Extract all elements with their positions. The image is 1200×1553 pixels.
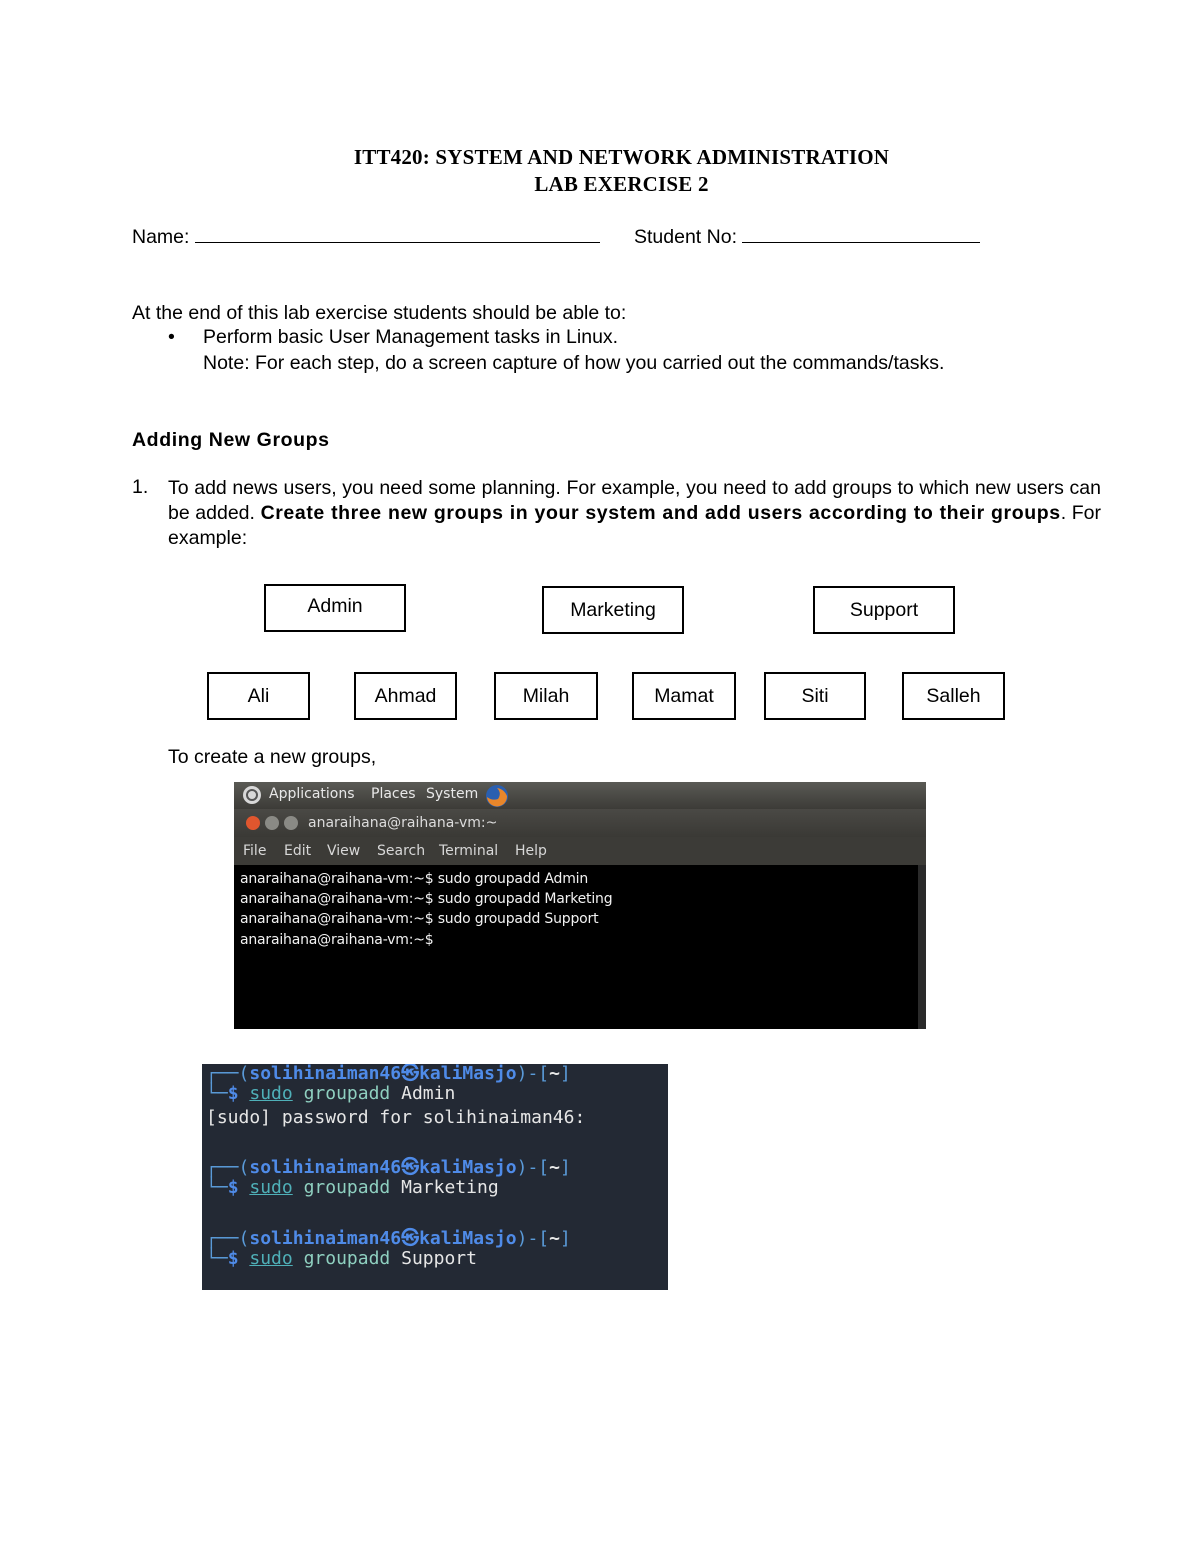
ubuntu-terminal-screenshot xyxy=(234,782,926,1029)
ubuntu-terminal-output[interactable] xyxy=(234,865,918,1029)
panel-places[interactable]: Places xyxy=(371,786,416,802)
objective-bullet: Perform basic User Management tasks in Linux. xyxy=(203,326,619,348)
step-text-bold: Create three new groups in your system and add users according to their groups xyxy=(260,502,1061,524)
kali-groupadd: groupadd xyxy=(303,1248,391,1269)
student-no-label: Student No: xyxy=(634,226,737,248)
kali-host: kaliMasjo xyxy=(419,1157,517,1178)
menu-terminal[interactable]: Terminal xyxy=(439,843,499,859)
kali-command-line: └─$ sudo groupadd Marketing xyxy=(206,1177,499,1198)
kali-group-arg: Admin xyxy=(401,1083,456,1104)
step-paragraph xyxy=(168,476,1101,551)
firefox-icon[interactable] xyxy=(484,783,510,809)
kali-dir: ~ xyxy=(549,1064,560,1084)
name-field xyxy=(132,226,600,249)
kali-dir: ~ xyxy=(549,1228,560,1249)
kali-user: solihinaiman46 xyxy=(249,1064,402,1084)
terminal-line: anaraihana@raihana-vm:~$ xyxy=(240,932,434,948)
ubuntu-window-titlebar xyxy=(234,809,926,837)
kali-user: solihinaiman46 xyxy=(249,1228,402,1249)
terminal-scrollbar[interactable] xyxy=(918,865,926,1029)
ubuntu-menubar xyxy=(234,837,926,865)
kali-user: solihinaiman46 xyxy=(249,1157,402,1178)
name-label: Name: xyxy=(132,226,190,248)
create-groups-text: To create a new groups, xyxy=(168,746,377,768)
panel-system[interactable]: System xyxy=(426,786,479,802)
kali-group-arg: Marketing xyxy=(401,1177,499,1198)
kali-prompt-header: ┌──(solihinaiman46㉿kaliMasjo)-[~] xyxy=(206,1064,571,1084)
user-box-ali: Ali xyxy=(207,672,310,720)
step-number: 1. xyxy=(132,476,149,498)
kali-host: kaliMasjo xyxy=(419,1064,517,1084)
group-box-admin: Admin xyxy=(264,584,406,632)
kali-password-prompt: [sudo] password for solihinaiman46: xyxy=(206,1107,586,1128)
step-text-2: . For example: xyxy=(168,502,1101,549)
section-heading: Adding New Groups xyxy=(132,429,330,451)
terminal-line: anaraihana@raihana-vm:~$ sudo groupadd Support xyxy=(240,911,599,927)
lab-title: LAB EXERCISE 2 xyxy=(534,172,709,196)
menu-view[interactable]: View xyxy=(327,843,361,859)
group-box-marketing: Marketing xyxy=(542,586,684,634)
kali-sudo: sudo xyxy=(249,1248,293,1269)
ubuntu-top-panel xyxy=(234,782,926,809)
user-box-ahmad: Ahmad xyxy=(354,672,457,720)
kali-prompt-header: ┌──(solihinaiman46㉿kaliMasjo)-[~] xyxy=(206,1228,571,1249)
kali-sudo: sudo xyxy=(249,1083,293,1104)
maximize-icon[interactable] xyxy=(284,816,298,830)
kali-host: kaliMasjo xyxy=(419,1228,517,1249)
kali-dir: ~ xyxy=(549,1157,560,1178)
menu-edit[interactable]: Edit xyxy=(284,843,312,859)
bullet-icon: • xyxy=(168,326,175,348)
window-title: anaraihana@raihana-vm:~ xyxy=(308,815,498,831)
menu-search[interactable]: Search xyxy=(377,843,426,859)
menu-help[interactable]: Help xyxy=(515,843,547,859)
objective-note: Note: For each step, do a screen capture of how you carried out the commands/tasks. xyxy=(203,352,945,374)
student-no-field xyxy=(634,226,980,249)
kali-terminal-screenshot xyxy=(202,1064,668,1290)
user-box-salleh: Salleh xyxy=(902,672,1005,720)
minimize-icon[interactable] xyxy=(265,816,279,830)
menu-file[interactable]: File xyxy=(243,843,267,859)
user-box-mamat: Mamat xyxy=(632,672,736,720)
panel-applications[interactable]: Applications xyxy=(269,786,355,802)
group-box-support: Support xyxy=(813,586,955,634)
kali-sudo: sudo xyxy=(249,1177,293,1198)
user-box-siti: Siti xyxy=(764,672,866,720)
step-text-1: To add news users, you need some planning. For example, you need to add groups to which new users can be added. xyxy=(168,477,1101,524)
course-title: ITT420: SYSTEM AND NETWORK ADMINISTRATION xyxy=(353,145,890,169)
close-icon[interactable] xyxy=(246,816,260,830)
name-blank[interactable] xyxy=(195,226,600,243)
terminal-line: anaraihana@raihana-vm:~$ sudo groupadd Admin xyxy=(240,871,589,887)
kali-command-line: └─$ sudo groupadd Support xyxy=(206,1248,477,1269)
kali-group-arg: Support xyxy=(401,1248,477,1269)
kali-command-line: └─$ sudo groupadd Admin xyxy=(206,1083,456,1104)
kali-prompt-header: ┌──(solihinaiman46㉿kaliMasjo)-[~] xyxy=(206,1157,571,1178)
user-box-milah: Milah xyxy=(494,672,598,720)
student-no-blank[interactable] xyxy=(742,226,980,243)
kali-groupadd: groupadd xyxy=(303,1177,391,1198)
ubuntu-logo-icon xyxy=(242,785,262,805)
kali-groupadd: groupadd xyxy=(303,1083,391,1104)
terminal-line: anaraihana@raihana-vm:~$ sudo groupadd Marketing xyxy=(240,891,613,907)
objectives-intro: At the end of this lab exercise students should be able to: xyxy=(132,302,627,324)
